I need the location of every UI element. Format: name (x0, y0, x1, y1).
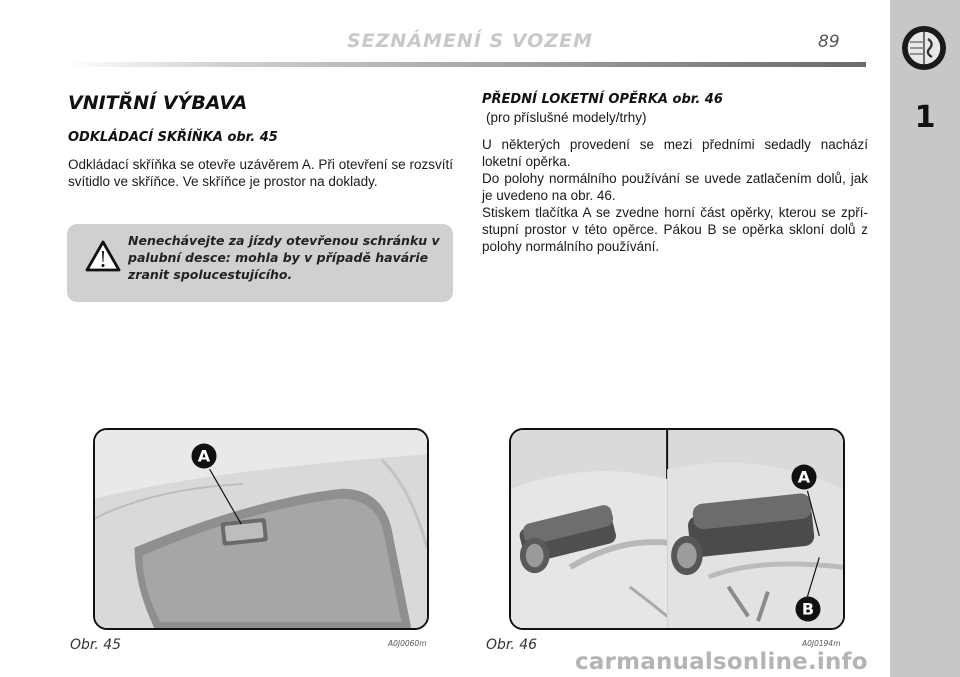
section-title: VNITŘNÍ VÝBAVA (68, 92, 248, 114)
armrest-availability-note: (pro příslušné modely/trhy) (486, 110, 647, 125)
figure-46-label-a: A (797, 467, 811, 487)
running-header-title: SEZNÁMENÍ S VOZEM (346, 30, 593, 52)
warning-triangle-icon (85, 240, 121, 272)
alfa-romeo-logo-icon (901, 25, 947, 71)
armrest-paragraph: U některých provedení se mezi předními sedadly nachází loketní opěrka. (482, 137, 868, 169)
warning-text: Nenechávejte za jízdy otevřenou schránku v palubní desce: mohla by v případě havárie zranit spolucestujícího. (128, 233, 440, 282)
armrest-description (482, 136, 868, 255)
chapter-number: 1 (914, 100, 936, 135)
subsection-title-glove-box: ODKLÁDACÍ SKŘÍŇKA obr. 45 (68, 130, 278, 145)
figure-46-code: A0J0194m (802, 639, 841, 648)
header-rule (66, 62, 866, 67)
page-number: 89 (818, 32, 840, 52)
watermark: carmanualsonline.info (575, 649, 868, 675)
figure-46-label-a-marker (791, 464, 817, 490)
figure-46-label-b-marker (795, 596, 821, 622)
figure-45-code: A0J0060m (388, 639, 427, 648)
glove-box-description: Odkládací skříňka se otevře uzávěrem A. Při otevření se rozsvítí svítidlo ve skříňce. Ve skříňce je prostor na doklady. (68, 157, 453, 189)
armrest-paragraph: Do polohy normálního používání se uvede zatlačením dolů, jak je uvedeno na obr. 46. (482, 171, 868, 203)
figure-45-label-a: A (197, 446, 211, 466)
subsection-title-armrest: PŘEDNÍ LOKETNÍ OPĚRKA obr. 46 (482, 92, 723, 107)
armrest-illustration (511, 430, 843, 628)
glove-box-illustration (95, 430, 427, 628)
figure-46-caption: Obr. 46 (486, 637, 538, 653)
figure-46-label-b: B (801, 599, 815, 619)
figure-45-glove-box (93, 428, 429, 630)
warning-box (67, 224, 453, 302)
armrest-paragraph: Stiskem tlačítka A se zvedne horní část opěrky, kterou se zpřístupní prostor v této opěrce. Pákou B se opěrka skloní dolů z polohy normálního používání. (482, 205, 868, 254)
figure-45-label-a-marker (191, 443, 217, 469)
figure-45-caption: Obr. 45 (70, 637, 122, 653)
